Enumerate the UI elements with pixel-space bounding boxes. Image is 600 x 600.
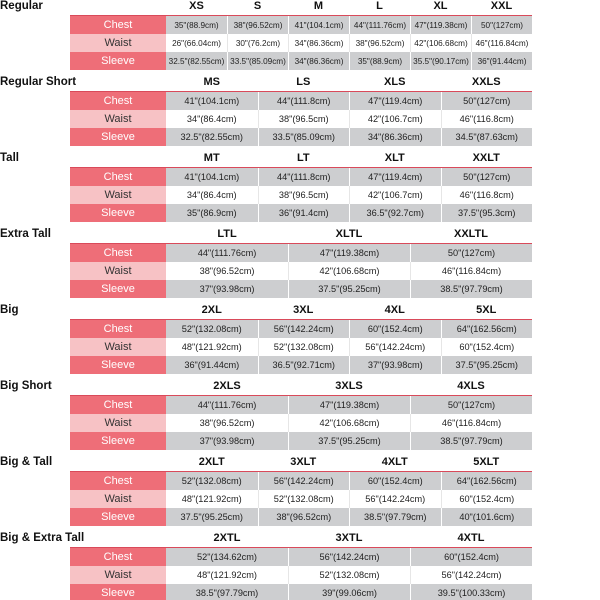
- size-column-header: XLS: [384, 76, 406, 88]
- measurement-value: 60"(152.4cm): [349, 472, 441, 490]
- measurement-cells: [166, 262, 532, 280]
- measurement-row: [70, 320, 532, 338]
- measurement-value: 56"(142.24cm): [258, 320, 350, 338]
- measurement-cells: [166, 92, 532, 110]
- measurement-value: 39"(99.06cm): [288, 584, 410, 600]
- measurement-value: 46"(116.84cm): [410, 262, 532, 280]
- measurement-value: 50"(127cm): [410, 244, 532, 262]
- measurement-label: Chest: [70, 472, 166, 490]
- section-header: [0, 228, 532, 242]
- section-title: Regular Short: [0, 76, 77, 88]
- measurement-row: [70, 186, 532, 204]
- measurement-row: [70, 280, 532, 298]
- measurement-row: [70, 508, 532, 526]
- measurement-label: Sleeve: [70, 204, 166, 222]
- size-column-header: XXLS: [471, 76, 501, 88]
- section-header: [0, 76, 532, 90]
- size-column-header: MT: [203, 152, 220, 164]
- section-header: [0, 532, 532, 546]
- measurement-rows: [70, 471, 532, 526]
- measurement-value: 32.5"(82.55cm): [180, 132, 243, 142]
- measurement-cells: [166, 320, 532, 338]
- measurement-value: 37.5"(95.25cm): [288, 280, 410, 298]
- size-column-header: 3XLT: [290, 456, 317, 468]
- measurement-value: 39.5"(100.33cm): [410, 584, 532, 600]
- measurement-cells: [166, 244, 532, 262]
- measurement-row: [70, 92, 532, 110]
- measurement-rows: [70, 91, 532, 146]
- measurement-cells: [166, 566, 532, 584]
- measurement-value: 42"(106.68cm): [410, 34, 471, 52]
- measurement-cells: [166, 490, 532, 508]
- size-column-header: 3XLS: [335, 380, 363, 392]
- measurement-label: Chest: [70, 16, 166, 34]
- size-column-header: XLT: [384, 152, 405, 164]
- measurement-rows: [70, 547, 532, 600]
- measurement-label: Waist: [70, 186, 166, 204]
- section-header: [0, 380, 532, 394]
- measurement-cells: [166, 52, 532, 70]
- measurement-label: Sleeve: [70, 52, 166, 70]
- measurement-value: 38"(96.52cm): [227, 16, 288, 34]
- measurement-label: Sleeve: [70, 432, 166, 450]
- measurement-cells: [166, 280, 532, 298]
- size-column-header: 4XLS: [457, 380, 485, 392]
- measurement-label: Waist: [70, 262, 166, 280]
- measurement-row: [70, 584, 532, 600]
- measurement-value: 64"(162.56cm): [441, 320, 533, 338]
- size-column-header: LTL: [217, 228, 237, 240]
- size-column-header: 2XTL: [213, 532, 241, 544]
- measurement-value: 46"(116.84cm): [410, 414, 532, 432]
- measurement-row: [70, 262, 532, 280]
- measurement-cells: [166, 338, 532, 356]
- measurement-row: [70, 472, 532, 490]
- measurement-cells: [166, 168, 532, 186]
- measurement-value: 34"(86.36cm): [288, 52, 349, 70]
- measurement-value: 44"(111.8cm): [258, 168, 350, 186]
- measurement-value: 48"(121.92cm): [181, 342, 242, 352]
- measurement-rows: [70, 395, 532, 450]
- size-column-header: XXLTL: [453, 228, 488, 240]
- measurement-label: Waist: [70, 34, 166, 52]
- measurement-value: 35"(88.9cm): [174, 20, 219, 30]
- size-column-header: 2XLT: [198, 456, 225, 468]
- measurement-row: [70, 244, 532, 262]
- measurement-cells: [166, 128, 532, 146]
- measurement-cells: [166, 356, 532, 374]
- measurement-label: Sleeve: [70, 508, 166, 526]
- measurement-row: [70, 414, 532, 432]
- measurement-value: 36"(91.44cm): [471, 52, 532, 70]
- measurement-value: 52"(132.08cm): [181, 324, 242, 334]
- section-title: Big: [0, 304, 19, 316]
- measurement-label: Waist: [70, 110, 166, 128]
- section-title: Tall: [0, 152, 19, 164]
- measurement-value: 47"(119.4cm): [349, 168, 441, 186]
- measurement-label: Chest: [70, 548, 166, 566]
- measurement-value: 38.5"(97.79cm): [410, 280, 532, 298]
- measurement-value: 37.5"(95.25cm): [441, 356, 533, 374]
- measurement-cells: [166, 204, 532, 222]
- measurement-value: 60"(152.4cm): [441, 338, 533, 356]
- measurement-label: Chest: [70, 396, 166, 414]
- measurement-value: 50"(127cm): [441, 92, 533, 110]
- measurement-label: Sleeve: [70, 356, 166, 374]
- measurement-value: 36.5"(92.71cm): [258, 356, 350, 374]
- measurement-row: [70, 16, 532, 34]
- measurement-value: 56"(142.24cm): [349, 338, 441, 356]
- size-column-header: LT: [296, 152, 310, 164]
- measurement-row: [70, 168, 532, 186]
- measurement-row: [70, 490, 532, 508]
- measurement-value: 52"(132.08cm): [258, 490, 350, 508]
- measurement-cells: [166, 414, 532, 432]
- measurement-value: 38"(96.5cm): [258, 186, 350, 204]
- measurement-value: 60"(152.4cm): [349, 320, 441, 338]
- measurement-value: 38"(96.52cm): [199, 266, 255, 276]
- measurement-value: 64"(162.56cm): [441, 472, 533, 490]
- section-title: Regular: [0, 0, 43, 12]
- measurement-value: 47"(119.38cm): [288, 244, 410, 262]
- measurement-value: 36.5"(92.7cm): [349, 204, 441, 222]
- measurement-label: Chest: [70, 244, 166, 262]
- size-column-header: 4XL: [384, 304, 405, 316]
- measurement-value: 37"(93.98cm): [349, 356, 441, 374]
- measurement-label: Waist: [70, 414, 166, 432]
- measurement-value: 40"(101.6cm): [441, 508, 533, 526]
- measurement-label: Waist: [70, 566, 166, 584]
- measurement-label: Chest: [70, 168, 166, 186]
- measurement-value: 46"(116.84cm): [471, 34, 532, 52]
- measurement-value: 35"(86.9cm): [186, 208, 237, 218]
- measurement-cells: [166, 110, 532, 128]
- measurement-value: 36"(91.44cm): [184, 360, 240, 370]
- measurement-value: 42"(106.68cm): [288, 414, 410, 432]
- size-column-header: XS: [189, 0, 204, 12]
- measurement-value: 48"(121.92cm): [181, 494, 242, 504]
- measurement-value: 34.5"(87.63cm): [441, 128, 533, 146]
- measurement-value: 52"(132.08cm): [181, 476, 242, 486]
- measurement-value: 42"(106.7cm): [349, 186, 441, 204]
- size-column-header: XL: [433, 0, 448, 12]
- measurement-cells: [166, 432, 532, 450]
- measurement-cells: [166, 16, 532, 34]
- size-column-header: 5XLT: [473, 456, 500, 468]
- measurement-row: [70, 204, 532, 222]
- measurement-rows: [70, 319, 532, 374]
- measurement-value: 56"(142.24cm): [258, 472, 350, 490]
- size-column-header: 3XTL: [335, 532, 363, 544]
- section-header: [0, 0, 532, 14]
- measurement-value: 33.5"(85.09cm): [227, 52, 288, 70]
- measurement-label: Sleeve: [70, 280, 166, 298]
- measurement-value: 50"(127cm): [471, 16, 532, 34]
- section-title: Extra Tall: [0, 228, 51, 240]
- section-title: Big & Extra Tall: [0, 532, 85, 544]
- measurement-value: 36"(91.4cm): [258, 204, 350, 222]
- measurement-value: 32.5"(82.55cm): [168, 56, 225, 66]
- measurement-value: 38"(96.52cm): [349, 34, 410, 52]
- size-column-header: 4XLT: [381, 456, 408, 468]
- measurement-value: 42"(106.7cm): [349, 110, 441, 128]
- measurement-value: 42"(106.68cm): [288, 262, 410, 280]
- measurement-row: [70, 128, 532, 146]
- measurement-cells: [166, 396, 532, 414]
- size-column-header: XXL: [490, 0, 513, 12]
- measurement-value: 37"(93.98cm): [199, 436, 255, 446]
- measurement-value: 38"(96.52cm): [199, 418, 255, 428]
- measurement-value: 60"(152.4cm): [410, 548, 532, 566]
- measurement-value: 50"(127cm): [441, 168, 533, 186]
- size-column-header: 3XL: [293, 304, 314, 316]
- measurement-value: 38"(96.52cm): [258, 508, 350, 526]
- measurement-value: 60"(152.4cm): [441, 490, 533, 508]
- section-title: Big & Tall: [0, 456, 53, 468]
- measurement-value: 41"(104.1cm): [184, 96, 240, 106]
- measurement-row: [70, 396, 532, 414]
- measurement-value: 37"(93.98cm): [199, 284, 255, 294]
- measurement-value: 34"(86.4cm): [186, 190, 237, 200]
- measurement-value: 30"(76.2cm): [227, 34, 288, 52]
- measurement-value: 47"(119.4cm): [349, 92, 441, 110]
- measurement-value: 44"(111.76cm): [349, 16, 410, 34]
- measurement-value: 37.5"(95.3cm): [441, 204, 533, 222]
- measurement-row: [70, 566, 532, 584]
- measurement-value: 44"(111.8cm): [258, 92, 350, 110]
- size-column-header: XLTL: [335, 228, 363, 240]
- measurement-value: 47"(119.38cm): [410, 16, 471, 34]
- size-column-header: LS: [296, 76, 311, 88]
- measurement-cells: [166, 472, 532, 490]
- measurement-rows: [70, 167, 532, 222]
- section-header: [0, 456, 532, 470]
- size-column-header: 5XL: [476, 304, 497, 316]
- measurement-value: 44"(111.76cm): [197, 400, 257, 410]
- measurement-value: 52"(132.08cm): [288, 566, 410, 584]
- measurement-value: 50"(127cm): [410, 396, 532, 414]
- measurement-cells: [166, 584, 532, 600]
- measurement-row: [70, 356, 532, 374]
- size-column-header: S: [253, 0, 262, 12]
- measurement-value: 35.5"(90.17cm): [410, 52, 471, 70]
- size-column-header: L: [376, 0, 383, 12]
- measurement-value: 38.5"(97.79cm): [349, 508, 441, 526]
- measurement-value: 37.5"(95.25cm): [180, 512, 243, 522]
- measurement-row: [70, 110, 532, 128]
- measurement-row: [70, 548, 532, 566]
- measurement-value: 46"(116.8cm): [441, 110, 533, 128]
- measurement-value: 38.5"(97.79cm): [195, 588, 259, 598]
- measurement-value: 47"(119.38cm): [288, 396, 410, 414]
- size-column-header: M: [313, 0, 324, 12]
- measurement-value: 37.5"(95.25cm): [288, 432, 410, 450]
- measurement-value: 38"(96.5cm): [258, 110, 350, 128]
- measurement-label: Sleeve: [70, 128, 166, 146]
- measurement-value: 33.5"(85.09cm): [258, 128, 350, 146]
- measurement-value: 41"(104.1cm): [184, 172, 240, 182]
- measurement-row: [70, 34, 532, 52]
- measurement-value: 56"(142.24cm): [288, 548, 410, 566]
- measurement-value: 34"(86.36cm): [349, 128, 441, 146]
- measurement-cells: [166, 34, 532, 52]
- measurement-cells: [166, 548, 532, 566]
- section-title: Big Short: [0, 380, 52, 392]
- measurement-label: Chest: [70, 320, 166, 338]
- measurement-value: 56"(142.24cm): [349, 490, 441, 508]
- measurement-value: 48"(121.92cm): [197, 570, 257, 580]
- measurement-cells: [166, 508, 532, 526]
- measurement-value: 52"(132.08cm): [258, 338, 350, 356]
- measurement-cells: [166, 186, 532, 204]
- measurement-value: 34"(86.36cm): [288, 34, 349, 52]
- measurement-label: Chest: [70, 92, 166, 110]
- section-header: [0, 304, 532, 318]
- size-column-header: MS: [203, 76, 220, 88]
- measurement-value: 38.5"(97.79cm): [410, 432, 532, 450]
- measurement-row: [70, 432, 532, 450]
- measurement-rows: [70, 243, 532, 298]
- measurement-rows: [70, 15, 532, 70]
- measurement-row: [70, 338, 532, 356]
- size-column-header: 2XLS: [213, 380, 241, 392]
- measurement-value: 52"(134.62cm): [197, 552, 257, 562]
- size-column-header: 2XL: [201, 304, 222, 316]
- measurement-value: 44"(111.76cm): [197, 248, 257, 258]
- measurement-label: Waist: [70, 490, 166, 508]
- measurement-label: Sleeve: [70, 584, 166, 600]
- measurement-value: 56"(142.24cm): [410, 566, 532, 584]
- section-header: [0, 152, 532, 166]
- measurement-value: 35"(88.9cm): [349, 52, 410, 70]
- size-column-header: 4XTL: [457, 532, 485, 544]
- measurement-value: 41"(104.1cm): [288, 16, 349, 34]
- measurement-row: [70, 52, 532, 70]
- measurement-value: 26"(66.04cm): [172, 38, 221, 48]
- measurement-value: 46"(116.8cm): [441, 186, 533, 204]
- measurement-label: Waist: [70, 338, 166, 356]
- measurement-value: 34"(86.4cm): [186, 114, 237, 124]
- size-column-header: XXLT: [472, 152, 500, 164]
